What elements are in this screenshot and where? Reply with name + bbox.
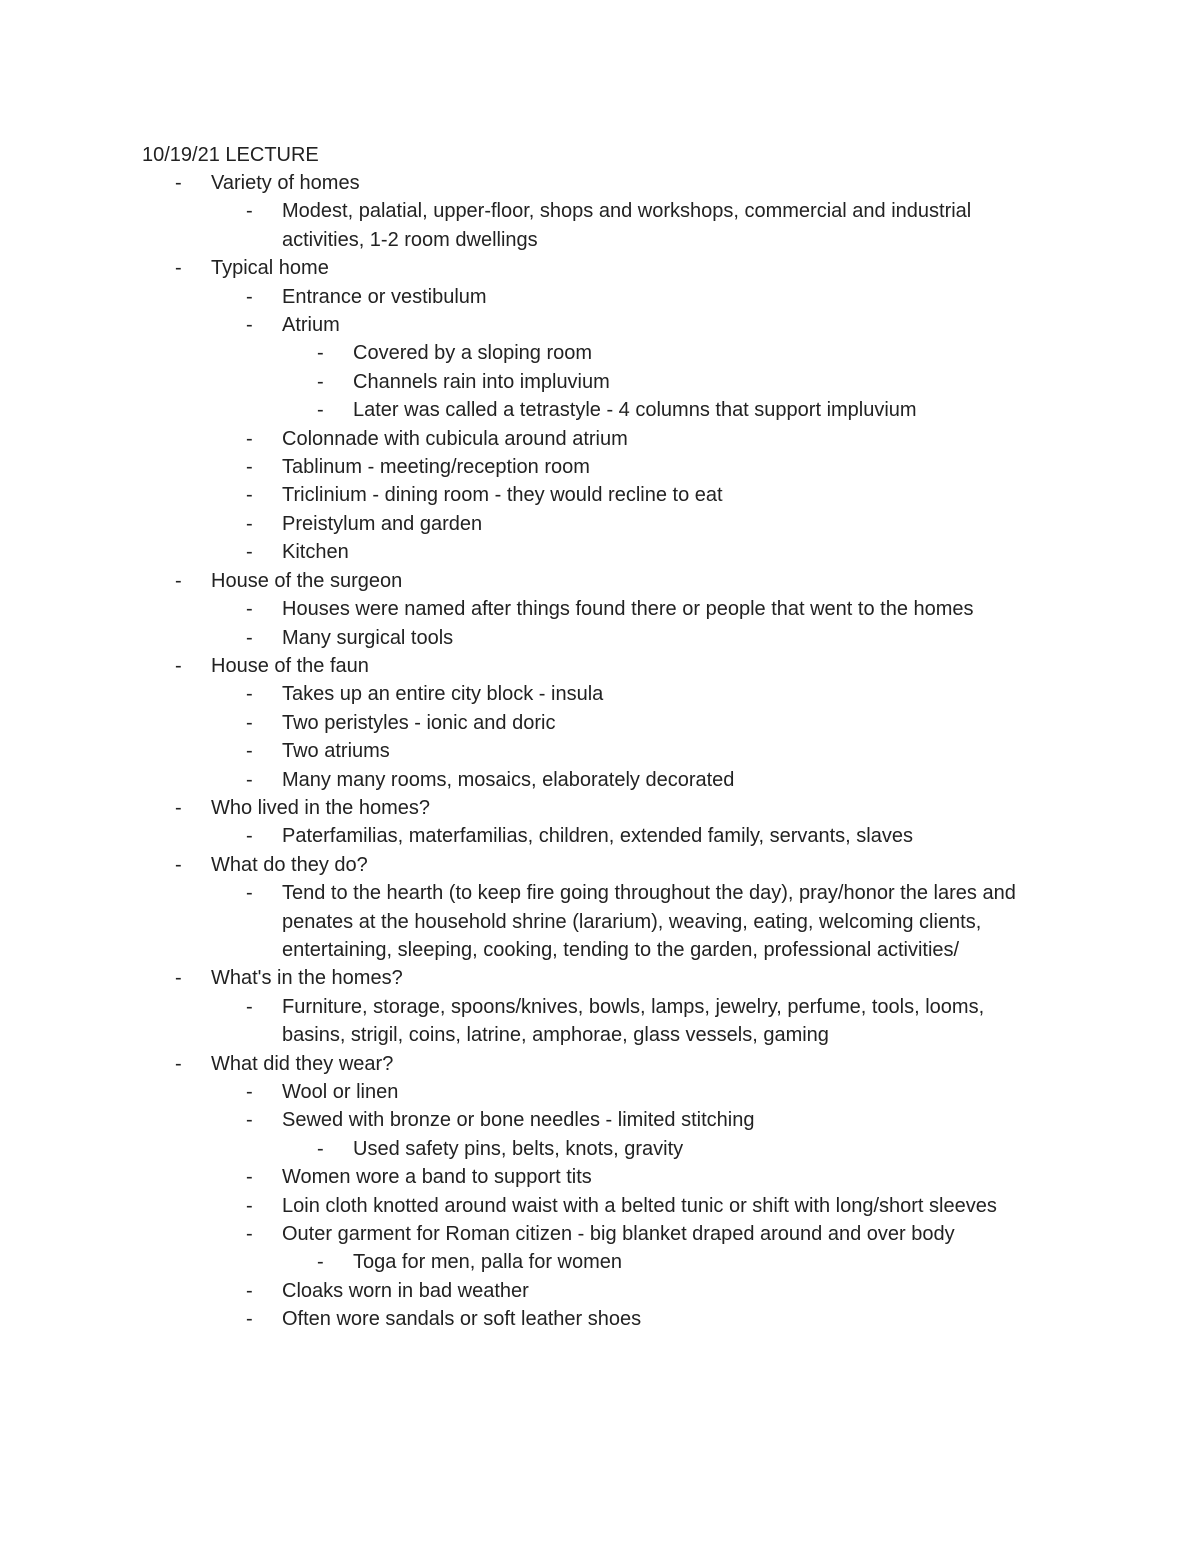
list-item [246, 425, 1042, 453]
bullet-dash-icon: - [175, 172, 182, 194]
bullet-dash-icon: - [175, 796, 182, 819]
bullet-dash-icon: - [175, 257, 182, 280]
bullet-dash-icon: - [175, 853, 182, 876]
list-item-text: Channels rain into impluvium [353, 370, 610, 393]
list-item [246, 766, 1042, 794]
list-item-text: Outer garment for Roman citizen - big blanket draped around and over body [282, 1223, 955, 1246]
list-item [175, 169, 971, 197]
bullet-dash-icon: - [246, 1223, 253, 1246]
bullet-dash-icon: - [246, 825, 253, 848]
list-item [246, 1192, 1072, 1220]
list-item [317, 339, 1113, 367]
list-item [246, 311, 1042, 339]
list-item-text: Many many rooms, mosaics, elaborately decorated [282, 768, 735, 791]
bullet-dash-icon: - [246, 683, 253, 706]
list-item [246, 1078, 1042, 1106]
bullet-dash-icon: - [246, 626, 253, 649]
list-item-text: Houses were named after things found there or people that went to the homes [282, 598, 974, 621]
list-item [246, 680, 1042, 708]
list-item-text: Covered by a sloping room [353, 342, 593, 365]
list-item [175, 964, 971, 992]
list-item-text: What did they wear? [211, 1052, 394, 1075]
list-item-text: Variety of homes [211, 172, 360, 194]
bullet-dash-icon: - [246, 882, 253, 905]
bullet-dash-icon: - [246, 598, 253, 621]
bullet-dash-icon: - [246, 285, 253, 308]
list-item-text: Atrium [282, 314, 340, 337]
bullet-dash-icon: - [246, 1081, 253, 1103]
list-item [317, 1248, 1113, 1276]
bullet-dash-icon: - [317, 399, 324, 422]
bullet-dash-icon: - [246, 456, 253, 479]
bullet-dash-icon: - [246, 1166, 253, 1189]
list-item [175, 794, 971, 822]
bullet-dash-icon: - [317, 1137, 324, 1160]
bullet-dash-icon: - [246, 512, 253, 535]
list-item [317, 396, 1113, 424]
list-item-text: Women wore a band to support tits [282, 1166, 592, 1189]
list-item [246, 737, 1042, 765]
bullet-dash-icon: - [246, 1279, 253, 1302]
list-item-text: Modest, palatial, upper-floor, shops and workshops, commercial and industrial activities, 1-2 room dwellings [282, 200, 972, 251]
list-item-text: Takes up an entire city block - insula [282, 683, 604, 706]
notes-list [0, 169, 1200, 1334]
bullet-dash-icon: - [246, 740, 253, 763]
list-item [175, 1050, 971, 1078]
bullet-dash-icon: - [175, 654, 182, 677]
list-item-text: Tablinum - meeting/reception room [282, 456, 590, 479]
list-item-text: What do they do? [211, 853, 368, 876]
list-item [175, 652, 971, 680]
bullet-dash-icon: - [246, 1308, 253, 1331]
list-item-text: Cloaks worn in bad weather [282, 1279, 529, 1302]
list-item [246, 993, 1042, 1050]
list-item-text: Kitchen [282, 541, 349, 564]
bullet-dash-icon: - [246, 1194, 253, 1217]
list-item [246, 879, 1042, 964]
bullet-dash-icon: - [246, 768, 253, 791]
list-item-text: Wool or linen [282, 1081, 399, 1103]
bullet-dash-icon: - [246, 541, 253, 564]
list-item-text: Furniture, storage, spoons/knives, bowls, lamps, jewelry, perfume, tools, looms, basins, strigil, coins, latrine, amphorae, glass vessels, gaming [282, 995, 985, 1047]
list-item [246, 1220, 1042, 1248]
list-item-text: Typical home [211, 257, 329, 280]
list-item-text: Preistylum and garden [282, 512, 483, 535]
list-item [175, 567, 971, 595]
list-item-text: Triclinium - dining room - they would recline to eat [282, 484, 723, 507]
bullet-dash-icon: - [317, 1251, 324, 1274]
bullet-dash-icon: - [246, 200, 253, 223]
bullet-dash-icon: - [175, 569, 182, 592]
bullet-dash-icon: - [246, 427, 253, 450]
list-item-text: Colonnade with cubicula around atrium [282, 427, 628, 450]
list-item-text: Tend to the hearth (to keep fire going throughout the day), pray/honor the lares and penates at the household shrine (lararium), weaving, eating, welcoming clients, entertaining, sleeping, cooking, tending to the garden, professional activities/ [282, 882, 1016, 961]
list-item [246, 481, 1042, 509]
list-item-text: Often wore sandals or soft leather shoes [282, 1308, 642, 1331]
list-item [246, 1106, 1042, 1134]
list-item [317, 1135, 1113, 1163]
list-item [246, 624, 1042, 652]
list-item-text: Who lived in the homes? [211, 796, 431, 819]
bullet-dash-icon: - [317, 342, 324, 365]
list-item-text: Two atriums [282, 740, 390, 763]
list-item-text: House of the faun [211, 654, 369, 677]
list-item-text: Entrance or vestibulum [282, 285, 487, 308]
bullet-dash-icon: - [175, 1052, 182, 1075]
bullet-dash-icon: - [317, 370, 324, 393]
list-item [246, 197, 1042, 254]
list-item [175, 254, 971, 282]
list-item [317, 368, 1113, 396]
list-item [246, 822, 1042, 850]
page-title: 10/19/21 LECTURE [142, 144, 319, 166]
list-item [246, 595, 1072, 623]
list-item [246, 538, 1042, 566]
bullet-dash-icon: - [246, 1109, 253, 1132]
bullet-dash-icon: - [246, 484, 253, 507]
list-item-text: Two peristyles - ionic and doric [282, 711, 556, 734]
list-item [246, 1163, 1042, 1191]
list-item-text: Used safety pins, belts, knots, gravity [353, 1137, 684, 1160]
list-item [246, 453, 1042, 481]
list-item-text: Many surgical tools [282, 626, 454, 649]
list-item [246, 510, 1042, 538]
list-item-text: Sewed with bronze or bone needles - limited stitching [282, 1109, 755, 1132]
list-item-text: What's in the homes? [211, 967, 403, 990]
bullet-dash-icon: - [246, 314, 253, 337]
bullet-dash-icon: - [246, 995, 253, 1018]
list-item [246, 283, 1042, 311]
list-item [246, 1305, 1042, 1333]
list-item-text: Loin cloth knotted around waist with a belted tunic or shift with long/short sleeves [282, 1194, 997, 1217]
list-item [246, 709, 1042, 737]
list-item-text: Later was called a tetrastyle - 4 columns that support impluvium [353, 399, 917, 422]
list-item-text: Paterfamilias, materfamilias, children, extended family, servants, slaves [282, 825, 913, 848]
list-item-text: House of the surgeon [211, 569, 403, 592]
bullet-dash-icon: - [246, 711, 253, 734]
bullet-dash-icon: - [175, 967, 182, 990]
list-item [175, 851, 971, 879]
list-item-text: Toga for men, palla for women [353, 1251, 623, 1274]
list-item [246, 1277, 1042, 1305]
